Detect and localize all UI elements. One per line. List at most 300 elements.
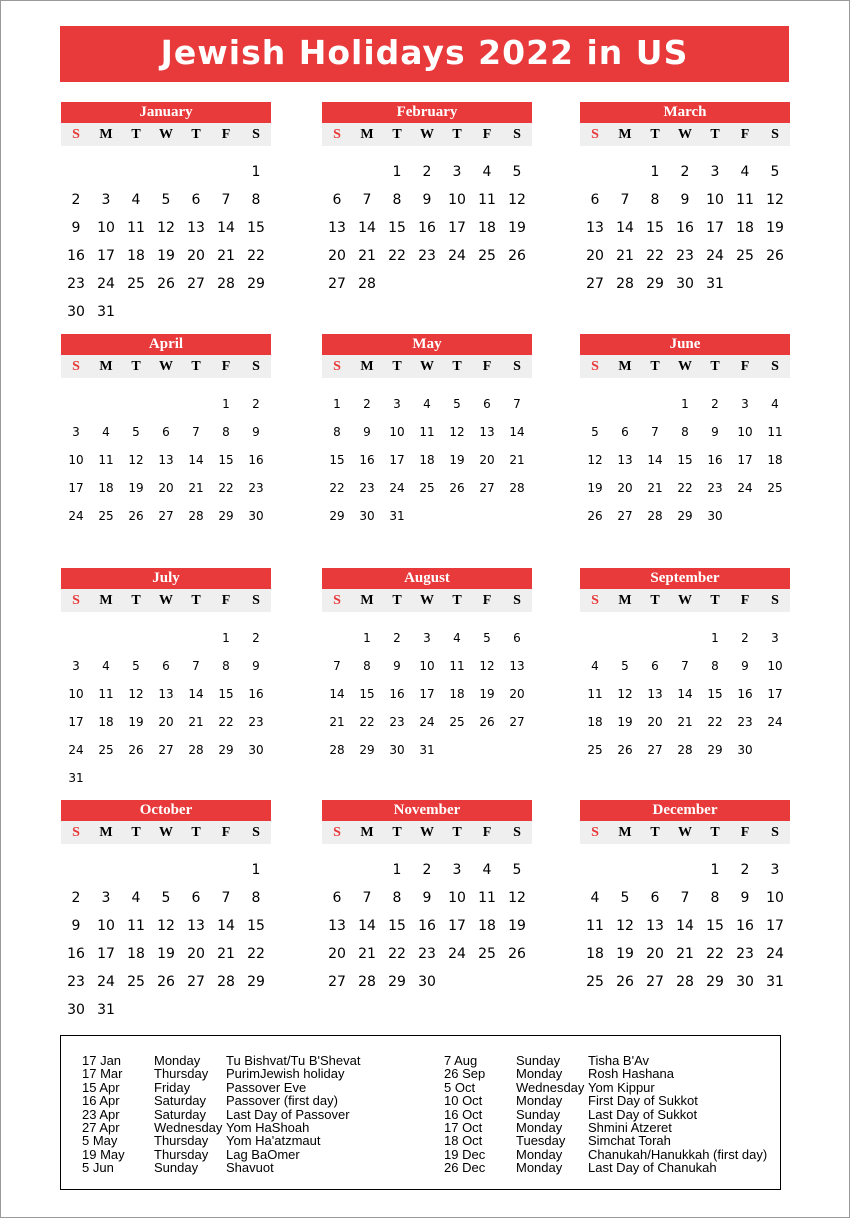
- holiday-row: [82, 1134, 360, 1147]
- weekday-label: T: [650, 127, 660, 142]
- day-cell: 20: [158, 481, 174, 495]
- day-cell: 7: [333, 659, 341, 673]
- day-cell: 24: [97, 276, 115, 292]
- day-cell: 26: [449, 481, 465, 495]
- day-cell: 19: [449, 453, 465, 467]
- day-cell: 16: [737, 687, 753, 701]
- day-cell: 11: [127, 220, 145, 236]
- day-cell: 27: [509, 715, 525, 729]
- empty-day: [121, 856, 151, 884]
- holiday-row: [82, 1067, 360, 1080]
- day-cell: 15: [646, 220, 664, 236]
- month-name: December: [580, 800, 790, 821]
- day-cell: 12: [508, 890, 526, 906]
- day-cell: 15: [707, 687, 723, 701]
- day-cell: 18: [586, 946, 604, 962]
- weekday-label: W: [159, 593, 173, 608]
- day-cell: 13: [187, 918, 205, 934]
- holiday-weekday: Monday: [516, 1146, 563, 1162]
- day-cell: 14: [358, 220, 376, 236]
- holiday-row: [444, 1161, 767, 1174]
- weekday-label: S: [771, 127, 779, 142]
- day-cell: 12: [616, 918, 634, 934]
- day-cell: 18: [449, 687, 465, 701]
- day-cell: 28: [509, 481, 525, 495]
- weekday-label: F: [221, 359, 231, 374]
- holiday-date: 17 Jan: [82, 1053, 122, 1068]
- day-cell: 6: [483, 397, 491, 411]
- day-cell: 4: [482, 164, 492, 180]
- weekday-label: T: [710, 825, 720, 840]
- day-cell: 13: [158, 453, 174, 467]
- day-cell: 13: [617, 453, 633, 467]
- day-cell: 28: [676, 974, 694, 990]
- day-cell: 14: [329, 687, 345, 701]
- weekday-label: M: [360, 825, 374, 840]
- day-cell: 28: [358, 974, 376, 990]
- day-cell: 26: [616, 974, 634, 990]
- day-cell: 20: [647, 715, 663, 729]
- day-cell: 4: [423, 397, 431, 411]
- weekday-label: T: [131, 359, 141, 374]
- day-cell: 9: [741, 659, 749, 673]
- day-cell: 15: [706, 918, 724, 934]
- day-cell: 31: [419, 743, 435, 757]
- weekday-header: [322, 589, 532, 612]
- day-cell: 1: [681, 397, 689, 411]
- empty-day: [211, 158, 241, 186]
- day-cell: 20: [187, 248, 205, 264]
- holiday-row: [444, 1054, 767, 1067]
- day-cell: 21: [509, 453, 525, 467]
- holiday-date: 16 Oct: [444, 1106, 483, 1122]
- holiday-name: Passover Eve: [226, 1079, 307, 1095]
- holiday-weekday: Sunday: [154, 1160, 199, 1176]
- day-cell: 15: [218, 687, 234, 701]
- day-cell: 31: [97, 304, 115, 320]
- weekday-label: M: [99, 825, 113, 840]
- weekday-label: M: [360, 593, 374, 608]
- day-cell: 6: [332, 192, 342, 208]
- weekday-label: M: [618, 593, 632, 608]
- holiday-list: [60, 1035, 781, 1190]
- day-cell: 17: [448, 918, 466, 934]
- empty-day: [61, 158, 91, 186]
- empty-day: [91, 856, 121, 884]
- day-cell: 6: [650, 890, 660, 906]
- day-cell: 5: [621, 659, 629, 673]
- day-cell: 28: [188, 743, 204, 757]
- day-cell: 25: [98, 743, 114, 757]
- day-cell: 12: [449, 425, 465, 439]
- weekday-label: S: [591, 593, 599, 608]
- day-cell: 27: [187, 276, 205, 292]
- day-cell: 30: [389, 743, 405, 757]
- holiday-row: [82, 1148, 360, 1161]
- day-cell: 8: [222, 659, 230, 673]
- day-cell: 17: [97, 248, 115, 264]
- holiday-row: [444, 1081, 767, 1094]
- day-cell: 19: [587, 481, 603, 495]
- day-cell: 25: [478, 946, 496, 962]
- day-cell: 6: [651, 659, 659, 673]
- day-cell: 10: [419, 659, 435, 673]
- day-cell: 20: [586, 248, 604, 264]
- day-cell: 9: [71, 220, 81, 236]
- weekday-label: F: [740, 127, 750, 142]
- day-cell: 4: [131, 192, 141, 208]
- day-cell: 31: [97, 1002, 115, 1018]
- day-cell: 25: [586, 974, 604, 990]
- holiday-column-right: [444, 1054, 767, 1175]
- day-cell: 26: [508, 946, 526, 962]
- holiday-date: 18 Oct: [444, 1133, 483, 1149]
- weekday-label: F: [482, 127, 492, 142]
- holiday-name: Lag BaOmer: [226, 1146, 300, 1162]
- day-cell: 4: [482, 862, 492, 878]
- weekday-label: W: [420, 825, 434, 840]
- empty-day: [640, 390, 670, 418]
- weekday-label: T: [131, 127, 141, 142]
- day-cell: 27: [479, 481, 495, 495]
- holiday-weekday: Wednesday: [154, 1119, 223, 1135]
- day-cell: 2: [422, 164, 432, 180]
- holiday-date: 5 Oct: [444, 1079, 476, 1095]
- weekday-label: F: [221, 593, 231, 608]
- empty-day: [580, 856, 610, 884]
- day-cell: 18: [767, 453, 783, 467]
- day-cell: 27: [586, 276, 604, 292]
- day-cell: 12: [587, 453, 603, 467]
- day-cell: 8: [650, 192, 660, 208]
- weekday-label: W: [159, 825, 173, 840]
- weekday-label: T: [392, 593, 402, 608]
- day-cell: 27: [328, 974, 346, 990]
- day-cell: 30: [676, 276, 694, 292]
- day-cell: 22: [677, 481, 693, 495]
- weekday-label: S: [72, 825, 80, 840]
- holiday-name: Tisha B'Av: [588, 1053, 650, 1068]
- holiday-name: Last Day of Sukkot: [588, 1106, 698, 1122]
- day-cell: 7: [680, 890, 690, 906]
- holiday-name: Yom Kippur: [588, 1079, 655, 1095]
- weekday-label: S: [252, 127, 260, 142]
- day-cell: 23: [248, 481, 264, 495]
- day-cell: 3: [770, 862, 780, 878]
- holiday-row: [82, 1081, 360, 1094]
- day-cell: 4: [771, 397, 779, 411]
- day-cell: 21: [188, 715, 204, 729]
- day-cell: 17: [68, 481, 84, 495]
- empty-day: [610, 624, 640, 652]
- day-cell: 6: [513, 631, 521, 645]
- day-cell: 24: [706, 248, 724, 264]
- month-june: [580, 334, 790, 530]
- day-cell: 30: [737, 743, 753, 757]
- day-cell: 28: [616, 276, 634, 292]
- day-cell: 29: [218, 509, 234, 523]
- day-cell: 10: [448, 192, 466, 208]
- day-cell: 5: [132, 425, 140, 439]
- day-cell: 23: [707, 481, 723, 495]
- holiday-row: [444, 1108, 767, 1121]
- month-name: February: [322, 102, 532, 123]
- day-cell: 6: [191, 192, 201, 208]
- day-cell: 14: [188, 453, 204, 467]
- day-cell: 12: [766, 192, 784, 208]
- day-cell: 8: [392, 192, 402, 208]
- day-cell: 23: [389, 715, 405, 729]
- weekday-label: F: [740, 593, 750, 608]
- day-cell: 15: [359, 687, 375, 701]
- day-cell: 24: [68, 743, 84, 757]
- weekday-header: [580, 589, 790, 612]
- day-cell: 18: [419, 453, 435, 467]
- holiday-weekday: Wednesday: [516, 1079, 585, 1095]
- day-cell: 15: [247, 918, 265, 934]
- day-cell: 3: [101, 890, 111, 906]
- weekday-label: S: [252, 825, 260, 840]
- day-cell: 2: [252, 397, 260, 411]
- weekday-label: S: [771, 825, 779, 840]
- day-cell: 20: [646, 946, 664, 962]
- weekday-label: W: [420, 593, 434, 608]
- holiday-name: Last Day of Passover: [226, 1106, 350, 1122]
- day-cell: 29: [247, 974, 265, 990]
- holiday-weekday: Thursday: [154, 1133, 209, 1149]
- day-cell: 7: [221, 192, 231, 208]
- day-cell: 30: [707, 509, 723, 523]
- day-cell: 14: [676, 918, 694, 934]
- day-cell: 2: [422, 862, 432, 878]
- day-cell: 19: [157, 946, 175, 962]
- holiday-date: 26 Dec: [444, 1160, 486, 1176]
- day-cell: 24: [68, 509, 84, 523]
- empty-day: [640, 856, 670, 884]
- day-cell: 23: [736, 946, 754, 962]
- holiday-row: [82, 1094, 360, 1107]
- empty-day: [121, 390, 151, 418]
- holiday-date: 19 Dec: [444, 1146, 486, 1162]
- holiday-name: First Day of Sukkot: [588, 1093, 698, 1109]
- day-grid: [580, 624, 790, 764]
- day-cell: 2: [741, 631, 749, 645]
- weekday-header: [580, 821, 790, 844]
- month-name: July: [61, 568, 271, 589]
- month-name: April: [61, 334, 271, 355]
- holiday-weekday: Monday: [516, 1066, 563, 1082]
- day-cell: 13: [646, 918, 664, 934]
- day-cell: 2: [71, 192, 81, 208]
- holiday-date: 17 Mar: [82, 1066, 123, 1082]
- day-cell: 5: [512, 164, 522, 180]
- day-cell: 29: [218, 743, 234, 757]
- weekday-label: T: [191, 359, 201, 374]
- day-cell: 9: [252, 659, 260, 673]
- day-cell: 18: [478, 220, 496, 236]
- weekday-label: F: [482, 593, 492, 608]
- day-cell: 18: [587, 715, 603, 729]
- month-name: October: [61, 800, 271, 821]
- day-cell: 14: [217, 918, 235, 934]
- day-cell: 10: [737, 425, 753, 439]
- day-cell: 26: [479, 715, 495, 729]
- day-cell: 22: [218, 715, 234, 729]
- day-cell: 25: [419, 481, 435, 495]
- weekday-label: W: [678, 127, 692, 142]
- day-cell: 1: [251, 862, 261, 878]
- day-cell: 1: [363, 631, 371, 645]
- day-cell: 28: [217, 974, 235, 990]
- holiday-name: Last Day of Chanukah: [588, 1160, 717, 1176]
- day-cell: 15: [677, 453, 693, 467]
- weekday-label: M: [99, 593, 113, 608]
- empty-day: [91, 390, 121, 418]
- holiday-weekday: Saturday: [154, 1106, 207, 1122]
- day-cell: 16: [67, 248, 85, 264]
- weekday-label: F: [740, 359, 750, 374]
- holiday-name: Chanukah/Hanukkah (first day): [588, 1146, 768, 1162]
- day-cell: 25: [98, 509, 114, 523]
- day-cell: 16: [418, 918, 436, 934]
- empty-day: [121, 624, 151, 652]
- weekday-label: W: [678, 593, 692, 608]
- day-cell: 22: [247, 248, 265, 264]
- day-cell: 1: [222, 397, 230, 411]
- day-cell: 1: [650, 164, 660, 180]
- day-cell: 13: [479, 425, 495, 439]
- weekday-label: F: [221, 825, 231, 840]
- day-cell: 17: [389, 453, 405, 467]
- day-cell: 20: [509, 687, 525, 701]
- day-cell: 13: [586, 220, 604, 236]
- day-cell: 10: [68, 453, 84, 467]
- day-cell: 9: [252, 425, 260, 439]
- month-february: [322, 102, 532, 298]
- day-cell: 17: [767, 687, 783, 701]
- day-cell: 11: [127, 918, 145, 934]
- day-cell: 28: [329, 743, 345, 757]
- day-cell: 5: [512, 862, 522, 878]
- day-cell: 4: [102, 425, 110, 439]
- day-cell: 27: [647, 743, 663, 757]
- day-cell: 2: [363, 397, 371, 411]
- day-cell: 17: [68, 715, 84, 729]
- day-cell: 2: [680, 164, 690, 180]
- weekday-label: T: [191, 593, 201, 608]
- weekday-label: M: [618, 127, 632, 142]
- empty-day: [181, 624, 211, 652]
- day-cell: 26: [128, 509, 144, 523]
- day-cell: 11: [98, 453, 114, 467]
- month-october: [61, 800, 271, 1024]
- day-cell: 2: [393, 631, 401, 645]
- day-grid: [61, 624, 271, 792]
- day-cell: 11: [478, 890, 496, 906]
- day-cell: 14: [509, 425, 525, 439]
- holiday-weekday: Thursday: [154, 1066, 209, 1082]
- weekday-label: M: [360, 127, 374, 142]
- day-cell: 8: [363, 659, 371, 673]
- day-cell: 20: [328, 946, 346, 962]
- day-cell: 30: [736, 974, 754, 990]
- day-cell: 6: [590, 192, 600, 208]
- day-cell: 10: [68, 687, 84, 701]
- day-cell: 4: [131, 890, 141, 906]
- day-cell: 5: [453, 397, 461, 411]
- empty-day: [610, 158, 640, 186]
- empty-day: [352, 158, 382, 186]
- month-april: [61, 334, 271, 530]
- weekday-label: W: [159, 127, 173, 142]
- weekday-header: [580, 123, 790, 146]
- empty-day: [322, 856, 352, 884]
- day-cell: 8: [392, 890, 402, 906]
- empty-day: [61, 390, 91, 418]
- day-cell: 15: [247, 220, 265, 236]
- day-cell: 8: [251, 890, 261, 906]
- day-cell: 25: [127, 276, 145, 292]
- weekday-label: T: [131, 825, 141, 840]
- holiday-name: Shavuot: [226, 1160, 274, 1176]
- day-cell: 4: [591, 659, 599, 673]
- day-cell: 23: [67, 276, 85, 292]
- weekday-header: [61, 123, 271, 146]
- day-cell: 12: [157, 220, 175, 236]
- empty-day: [181, 158, 211, 186]
- weekday-header: [580, 355, 790, 378]
- day-cell: 26: [617, 743, 633, 757]
- day-cell: 11: [586, 918, 604, 934]
- day-cell: 25: [449, 715, 465, 729]
- day-cell: 2: [252, 631, 260, 645]
- weekday-label: S: [252, 593, 260, 608]
- holiday-row: [444, 1134, 767, 1147]
- day-cell: 10: [97, 220, 115, 236]
- day-cell: 1: [392, 862, 402, 878]
- day-cell: 21: [329, 715, 345, 729]
- holiday-name: PurimJewish holiday: [226, 1066, 345, 1082]
- day-cell: 7: [192, 425, 200, 439]
- day-cell: 16: [248, 687, 264, 701]
- day-cell: 29: [646, 276, 664, 292]
- day-cell: 26: [157, 276, 175, 292]
- day-cell: 28: [647, 509, 663, 523]
- weekday-label: F: [482, 359, 492, 374]
- day-cell: 29: [706, 974, 724, 990]
- weekday-label: S: [333, 127, 341, 142]
- day-cell: 9: [740, 890, 750, 906]
- day-cell: 20: [479, 453, 495, 467]
- day-cell: 17: [706, 220, 724, 236]
- day-cell: 15: [218, 453, 234, 467]
- day-cell: 2: [71, 890, 81, 906]
- day-grid: [580, 158, 790, 298]
- month-march: [580, 102, 790, 298]
- month-name: January: [61, 102, 271, 123]
- weekday-label: W: [678, 359, 692, 374]
- holiday-row: [444, 1067, 767, 1080]
- day-cell: 25: [478, 248, 496, 264]
- holiday-date: 17 Oct: [444, 1119, 483, 1135]
- day-cell: 12: [128, 687, 144, 701]
- empty-day: [580, 390, 610, 418]
- weekday-label: F: [740, 825, 750, 840]
- day-cell: 7: [513, 397, 521, 411]
- day-cell: 4: [453, 631, 461, 645]
- day-cell: 5: [161, 192, 171, 208]
- day-cell: 16: [359, 453, 375, 467]
